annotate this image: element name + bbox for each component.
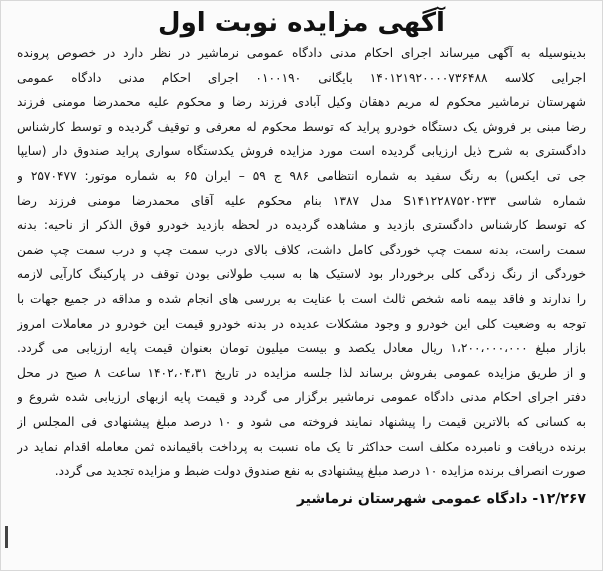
notice-line: جی تی ایکس) به رنگ سفید به شماره انتظامی ۹۸۶ ج ۵۹ – ایران ۶۵ به شماره موتور: ۲۵۷۰۴۷۷ و — [17, 168, 586, 183]
notice-line: را ندارند و فاقد بیمه نامه شخص ثالث است با عنایت به بررسی های انجام شده و مداقه در جمیع جهات با — [17, 291, 586, 306]
page-edge-mark — [5, 526, 8, 548]
notice-title: آگهی مزایده نوبت اول — [158, 8, 445, 38]
notice-line: صورت انصراف برنده مزایده ۱۰ درصد مبلغ پیشنهادی به نفع صندوق دولت ضبط و مزایده تجدید می گردد. — [54, 464, 586, 479]
notice-line: بدینوسیله به آگهی میرساند اجرای احکام مدنی دادگاه عمومی نرماشیر در نظر دارد در خصوص پرونده — [17, 46, 586, 60]
notice-line: به کسانی که بالاترین قیمت را پیشنهاد نمایند فروخته می شود و ۱۰ درصد مبلغ پیشنهادی فی المجلس از — [17, 414, 586, 429]
notice-signature: ۱۲/۲۶۷- دادگاه عمومی شهرستان نرماشیر — [296, 490, 586, 507]
notice-line: شهرستان نرماشیر محکوم له مریم دهقان وکیل آبادی فرزند رضا و محکوم علیه محمدرضا مومنی فرزند — [17, 95, 586, 110]
notice-line: برنده دریافت و نامبرده مکلف است حداکثر تا یک ماه نسبت به پرداخت باقیمانده ثمن معامله اقدام نماید در — [17, 439, 586, 454]
notice-body — [17, 41, 586, 484]
notice-line: سمت راست، بدنه سمت چپ خوردگی کامل داشت، کلاف بالای درب سمت چپ و درب سمت چپ ضمن — [17, 242, 586, 257]
notice-line: دفتر اجرای احکام مدنی دادگاه عمومی نرماشیر برگزار می گردد و قیمت پایه ازبهای ارزیابی شده شروع و — [17, 390, 586, 405]
notice-content — [17, 5, 586, 562]
notice-line: اجرایی کلاسه ۱۴۰۱۲۱۹۲۰۰۰۰۷۳۶۴۸۸ بایگانی ۰۱۰۰۱۹۰ اجرای احکام مدنی دادگاه عمومی — [17, 70, 586, 85]
notice-line: شماره شاسی S۱۴۱۲۲۸۷۵۲۰۲۳۳ مدل ۱۳۸۷ بنام محکوم علیه آقای محمدرضا مومنی فرزند رضا — [17, 193, 586, 208]
notice-line: توجه به وضعیت کلی این خودرو و وجود مشکلات عدیده در بدنه خودرو قیمت این خودرو در معاملات امروز — [17, 316, 586, 331]
notice-line: خوردگی از رنگ زدگی کلی برخوردار بود لاستیک ها به سبب طولانی بودن توقف در پارکینگ کارآیی لازمه — [17, 267, 586, 282]
notice-line: رضا مبنی بر فروش یک دستگاه خودرو پراید که توسط محکوم له معرفی و توقیف گردیده و توسط کارشناس — [17, 119, 586, 134]
notice-line: که توسط کارشناس دادگستری بازدید و مشاهده گردیده در لحظه بازدید خودرو فوق الذکر از ناحیه: بدنه — [17, 218, 586, 233]
notice-line: دادگستری به شرح ذیل ارزیابی گردیده است مورد مزایده فروش یکدستگاه سواری پراید صندوق دار (سایپا — [17, 144, 586, 159]
notice-line: و از طریق مزایده عمومی بفروش برساند لذا جلسه مزایده در تاریخ ۱۴۰۲،۰۴،۳۱ ساعت ۸ صبح در محل — [17, 365, 586, 380]
notice-line: بازار مبلغ ۱،۲۰۰،۰۰۰،۰۰۰ ریال معادل یکصد و بیست میلیون تومان بعنوان قیمت پایه ارزیابی می گردد. — [17, 341, 586, 356]
